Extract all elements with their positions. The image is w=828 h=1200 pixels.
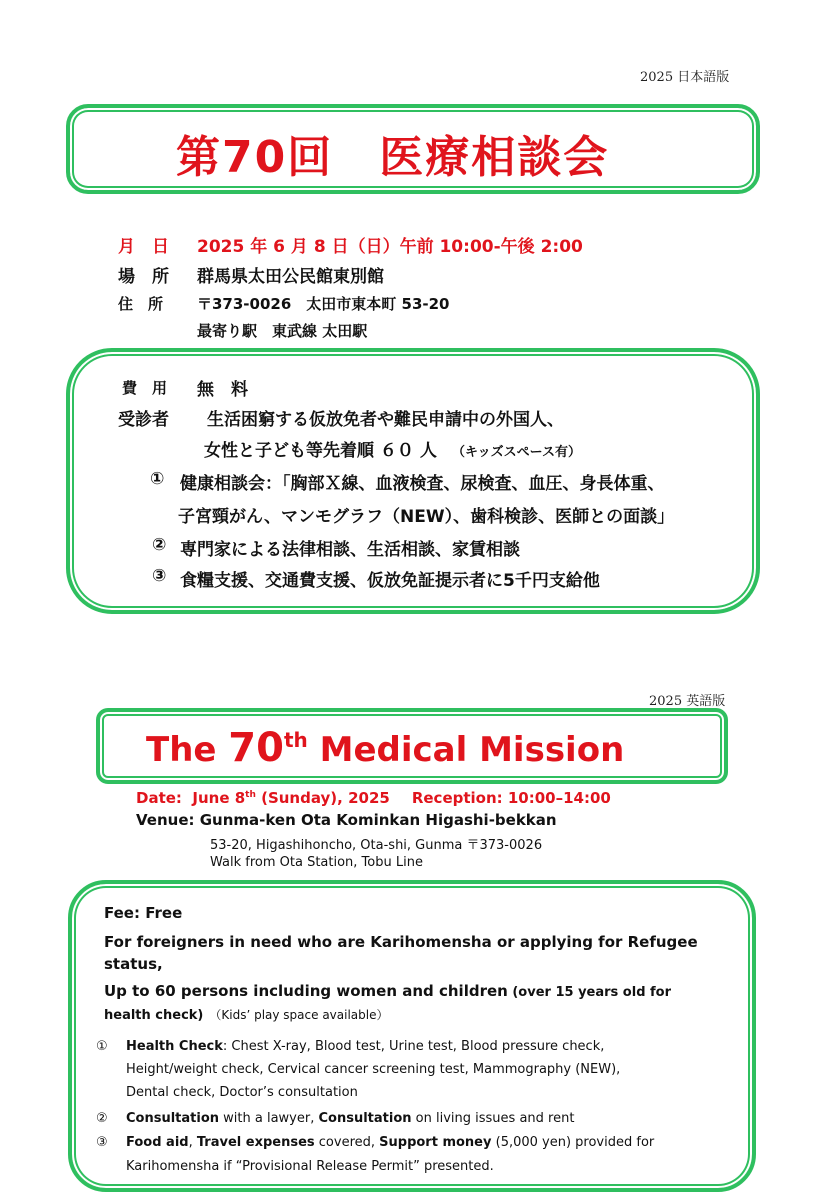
en-item2-d: on living issues and rent xyxy=(411,1111,575,1126)
en-item2-b: with a lawyer, xyxy=(219,1111,319,1126)
jp-item2-text: 専門家による法律相談、生活相談、家賃相談 xyxy=(180,540,520,560)
en-walk: Walk from Ota Station, Tobu Line xyxy=(210,855,423,870)
en-item2-c: Consultation xyxy=(318,1111,412,1126)
jp-item1-line2: 子宮頸がん、マンモグラフ（NEW）、歯科検診、医師との面談」 xyxy=(178,507,675,527)
en-edition-label: 2025 英語版 xyxy=(649,694,726,709)
en-date-value-post: (Sunday), 2025 xyxy=(255,789,390,807)
en-item3-num: ③ xyxy=(96,1135,108,1150)
en-kids: （Kids’ play space available） xyxy=(209,1008,389,1022)
en-item3-e: Support money xyxy=(379,1135,492,1150)
jp-item3-text: 食糧支援、交通費支援、仮放免証提示者に5千円支給他 xyxy=(180,571,600,591)
en-reception: Reception: 10:00–14:00 xyxy=(411,789,611,807)
en-title-number: 70 xyxy=(228,725,284,771)
jp-item3-num: ③ xyxy=(152,566,167,586)
en-item3-line2: Karihomensha if “Provisional Release Permit” presented. xyxy=(126,1159,494,1174)
jp-date-value: 2025 年 6 月 8 日（日）午前 10:00-午後 2:00 xyxy=(197,237,583,257)
en-foreigners-line1: For foreigners in need who are Karihomensha or applying for Refugee xyxy=(104,933,698,951)
en-date-row xyxy=(136,789,611,807)
en-item1-title: Health Check xyxy=(126,1039,223,1054)
jp-fee-label: 費 用 xyxy=(122,379,168,397)
en-item1-line2: Height/weight check, Cervical cancer screening test, Mammography (NEW), xyxy=(126,1062,621,1077)
en-title-suffix: Medical Mission xyxy=(307,730,625,770)
en-item1-num: ① xyxy=(96,1039,108,1054)
en-item2-a: Consultation xyxy=(126,1111,220,1126)
jp-target-line2: 女性と子ども等先着順 ６０ 人 xyxy=(204,441,437,461)
en-date-label: Date: xyxy=(136,789,182,807)
jp-item1-num: ① xyxy=(150,469,165,489)
en-item3-text xyxy=(126,1135,654,1150)
en-item1-row1 xyxy=(126,1039,604,1054)
en-item3-b: , xyxy=(188,1135,197,1150)
jp-address-label: 住 所 xyxy=(118,295,164,313)
en-title-prefix: The xyxy=(146,730,229,770)
en-upto-note2: health check) xyxy=(104,1008,204,1023)
jp-address-value: 〒373-0026 太田市東本町 53-20 xyxy=(197,295,450,313)
en-title-sup: th xyxy=(283,728,308,752)
jp-target-line2-row xyxy=(204,436,581,461)
en-item3-f: (5,000 yen) provided for xyxy=(491,1135,655,1150)
jp-item1-line1: 健康相談会：「胸部Ｘ線、血液検査、尿検査、血圧、身長体重、 xyxy=(180,474,665,494)
en-item1-line1: : Chest X-ray, Blood test, Urine test, Blood pressure check, xyxy=(222,1039,605,1054)
en-foreigners-line2: status, xyxy=(104,955,163,973)
jp-target-line1: 生活困窮する仮放免者や難民申請中の外国人、 xyxy=(207,410,564,430)
jp-item2-num: ② xyxy=(152,535,167,555)
en-upto-row xyxy=(104,981,671,1000)
jp-edition-label: 2025 日本語版 xyxy=(640,70,730,85)
en-upto-row2 xyxy=(104,1004,388,1023)
jp-date-label: 月 日 xyxy=(118,237,169,257)
en-upto-note: (over 15 years old for xyxy=(507,985,672,1000)
en-venue: Venue: Gunma-ken Ota Kominkan Higashi-bekkan xyxy=(136,811,557,829)
en-item2-text xyxy=(126,1111,574,1126)
en-date-value-pre: June 8 xyxy=(192,789,246,807)
jp-venue-value: 群馬県太田公民館東別館 xyxy=(197,267,384,287)
en-fee: Fee: Free xyxy=(104,904,183,922)
jp-fee-value: 無 料 xyxy=(197,380,248,400)
en-title xyxy=(146,725,624,771)
en-item2-num: ② xyxy=(96,1111,108,1126)
jp-title: 第70回 医療相談会 xyxy=(176,132,610,183)
jp-target-label: 受診者 xyxy=(118,410,169,430)
en-item1-line3: Dental check, Doctor’s consultation xyxy=(126,1085,358,1100)
en-item3-d: covered, xyxy=(314,1135,380,1150)
en-address: 53-20, Higashihoncho, Ota-shi, Gunma 〒373-0026 xyxy=(210,838,543,853)
jp-target-note: （キッズスペース有） xyxy=(451,445,582,460)
en-item3-a: Food aid xyxy=(126,1135,189,1150)
en-upto: Up to 60 persons including women and children xyxy=(104,982,508,1000)
en-item3-c: Travel expenses xyxy=(196,1135,315,1150)
jp-station: 最寄り駅 東武線 太田駅 xyxy=(197,322,368,340)
jp-venue-label: 場 所 xyxy=(118,267,169,287)
en-date-sup: th xyxy=(245,790,256,800)
